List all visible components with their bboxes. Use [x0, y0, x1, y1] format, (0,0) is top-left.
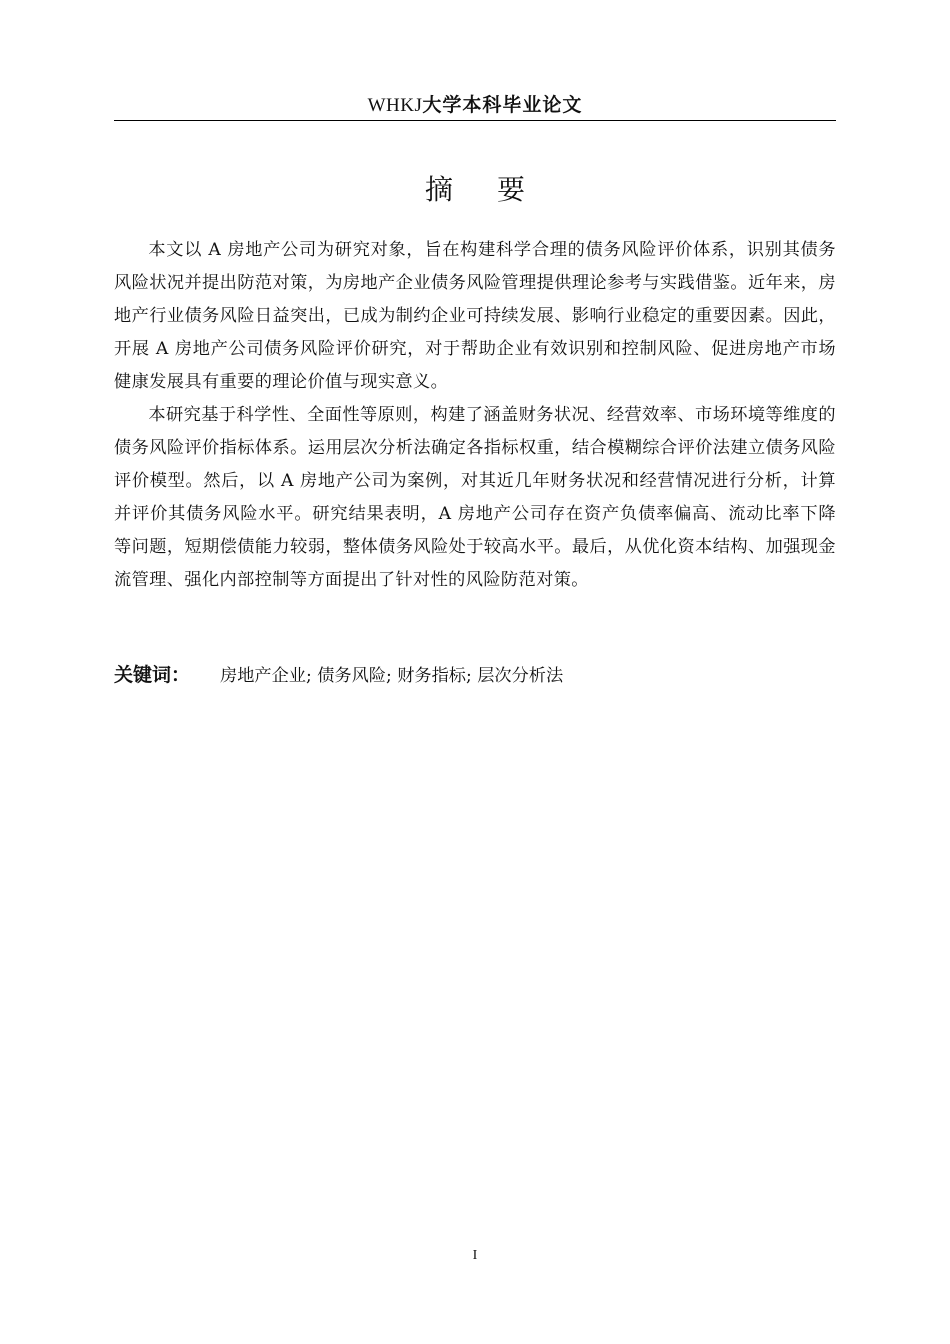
- running-header: [114, 92, 836, 119]
- page-number: I: [472, 1248, 478, 1263]
- keywords-line: [114, 660, 836, 691]
- header-thesis-type: 大学本科毕业论文: [422, 94, 583, 116]
- keywords-value: 房地产企业; 债务风险; 财务指标; 层次分析法: [220, 666, 564, 686]
- abstract-paragraph-1: 本文以 A 房地产公司为研究对象，旨在构建科学合理的债务风险评价体系，识别其债务风险状况并提出防范对策，为房地产企业债务风险管理提供理论参考与实践借鉴。近年来，房地产行业债务风险日益突出，已成为制约企业可持续发展、影响行业稳定的重要因素。因此，开展 A 房地产公司债务风险评价研究，对于帮助企业有效识别和控制风险、促进房地产市场健康发展具有重要的理论价值与现实意义。: [114, 240, 836, 392]
- abstract-paragraph-2: 本研究基于科学性、全面性等原则，构建了涵盖财务状况、经营效率、市场环境等维度的债务风险评价指标体系。运用层次分析法确定各指标权重，结合模糊综合评价法建立债务风险评价模型。然后，以 A 房地产公司为案例，对其近几年财务状况和经营情况进行分析，计算并评价其债务风险水平。研究结果表明，A 房地产公司存在资产负债率偏高、流动比率下降等问题，短期偿债能力较弱，整体债务风险处于较高水平。最后，从优化资本结构、加强现金流管理、强化内部控制等方面提出了针对性的风险防范对策。: [114, 405, 836, 590]
- header-rule: [114, 120, 836, 121]
- header-school-abbrev: WHKJ: [367, 95, 423, 116]
- abstract-title: 摘要: [424, 173, 569, 206]
- keywords-label: 关键词：: [114, 664, 191, 686]
- abstract-body: [114, 234, 836, 597]
